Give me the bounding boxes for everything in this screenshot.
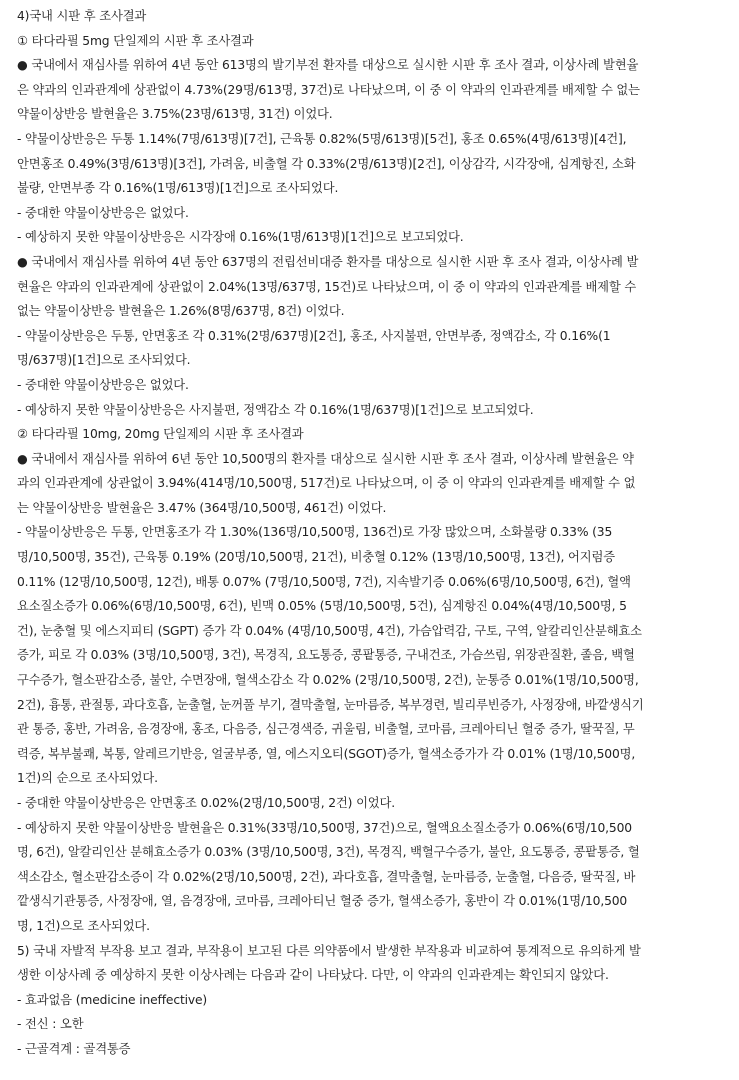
text-line: 2건), 흉통, 관절통, 과다호흡, 눈출혈, 눈꺼풀 부기, 결막출혈, 눈마름증, 복부경련, 빌리루빈증가, 사정장애, 바깥생식기: [17, 697, 644, 712]
list-item: - 전신 : 오한: [17, 1017, 84, 1032]
text-line: - 예상하지 못한 약물이상반응은 시각장애 0.16%(1명/613명)[1건]으로 보고되었다.: [17, 230, 464, 245]
text-line: ● 국내에서 재심사를 위하여 4년 동안 637명의 전립선비대증 환자를 대상으로 실시한 시판 후 조사 결과, 이상사례 발: [17, 254, 639, 269]
list-item: - 효과없음 (medicine ineffective): [17, 992, 208, 1007]
text-line: 요소질소증가 0.06%(6명/10,500명, 6건), 빈맥 0.05% (5명/10,500명, 5건), 심계항진 0.04%(4명/10,500명, 5: [17, 599, 627, 614]
text-line: 안면홍조 0.49%(3명/613명)[3건], 가려움, 비출혈 각 0.33%(2명/613명)[2건], 이상감각, 시각장애, 심계항진, 소화: [17, 156, 636, 171]
text-line: 색소감소, 혈소판감소증이 각 0.02%(2명/10,500명, 2건), 과다호흡, 결막출혈, 눈마름증, 눈출혈, 다음증, 딸꾹질, 바: [17, 869, 636, 884]
text-line: 는 약물이상반응 발현율은 3.47% (364명/10,500명, 461건) 이었다.: [17, 500, 387, 515]
text-line: 구수증가, 혈소판감소증, 불안, 수면장애, 혈색소감소 각 0.02% (2명/10,500명, 2건), 눈통증 0.01%(1명/10,500명,: [17, 673, 639, 688]
subsection-heading-10mg-20mg: ② 타다라필 10mg, 20mg 단일제의 시판 후 조사결과: [17, 427, 304, 442]
text-line: 은 약과의 인과관계에 상관없이 4.73%(29명/613명, 37건)로 나타났으며, 이 중 이 약과의 인과관계를 배제할 수 없는: [17, 82, 640, 97]
text-line: 명/637명)[1건]으로 조사되었다.: [17, 353, 191, 368]
text-line: - 중대한 약물이상반응은 안면홍조 0.02%(2명/10,500명, 2건) 이었다.: [17, 796, 396, 810]
text-line: 명, 1건)으로 조사되었다.: [17, 918, 150, 933]
text-line: 0.11% (12명/10,500명, 12건), 배통 0.07% (7명/10,500명, 7건), 지속발기증 0.06%(6명/10,500명, 6건), 혈액: [17, 574, 631, 589]
text-line: - 약물이상반응은 두통, 안면홍조가 각 1.30%(136명/10,500명, 136건)로 가장 많았으며, 소화불량 0.33% (35: [17, 525, 613, 540]
text-line: 과의 인과관계에 상관없이 3.94%(414명/10,500명, 517건)로 나타났으며, 이 중 이 약과의 인과관계를 배제할 수 없: [17, 476, 636, 491]
text-line: - 약물이상반응은 두통 1.14%(7명/613명)[7건], 근육통 0.82%(5명/613명)[5건], 홍조 0.65%(4명/613명)[4건],: [17, 131, 627, 146]
text-line: - 중대한 약물이상반응은 없었다.: [17, 205, 189, 220]
text-line: 현율은 약과의 인과관계에 상관없이 2.04%(13명/637명, 15건)로 나타났으며, 이 중 이 약과의 인과관계를 배제할 수: [17, 279, 637, 294]
text-line: 관 통증, 홍반, 가려움, 음경장애, 홍조, 다음증, 심근경색증, 귀울림, 비출혈, 코마름, 크레아티닌 혈중 증가, 딸꾹질, 무: [17, 722, 635, 737]
text-line: - 약물이상반응은 두통, 안면홍조 각 0.31%(2명/637명)[2건], 홍조, 사지불편, 안면부종, 정액감소, 각 0.16%(1: [17, 328, 611, 343]
text-line: 약물이상반응 발현율은 3.75%(23명/613명, 31건) 이었다.: [17, 107, 333, 122]
text-line: 생한 이상사례 중 예상하지 못한 이상사례는 다음과 같이 나타났다. 다만, 이 약과의 인과관계는 확인되지 않았다.: [17, 968, 609, 983]
text-line: 건), 눈충혈 및 에스지피티 (SGPT) 증가 각 0.04% (4명/10,500명, 4건), 가슴압력감, 구토, 구역, 알칼리인산분해효소: [17, 623, 642, 638]
text-line: 1건)의 순으로 조사되었다.: [17, 771, 158, 786]
text-line: 없는 약물이상반응 발현율은 1.26%(8명/637명, 8건) 이었다.: [17, 304, 345, 319]
text-line: ● 국내에서 재심사를 위하여 6년 동안 10,500명의 환자를 대상으로 실시한 시판 후 조사 결과, 이상사례 발현율은 약: [17, 451, 634, 466]
text-line: ● 국내에서 재심사를 위하여 4년 동안 613명의 발기부전 환자를 대상으로 실시한 시판 후 조사 결과, 이상사례 발현율: [17, 58, 639, 73]
text-line: - 예상하지 못한 약물이상반응 발현율은 0.31%(33명/10,500명, 37건)으로, 혈액요소질소증가 0.06%(6명/10,500: [17, 820, 632, 835]
subsection-heading-5mg: ① 타다라필 5mg 단일제의 시판 후 조사결과: [17, 33, 254, 48]
text-line: 증가, 피로 각 0.03% (3명/10,500명, 3건), 목경직, 요도통증, 콩팥통증, 구내건조, 가슴쓰림, 위장관질환, 졸음, 백혈: [17, 648, 635, 663]
text-line: - 예상하지 못한 약물이상반응은 사지불편, 정액감소 각 0.16%(1명/637명)[1건]으로 보고되었다.: [17, 402, 534, 417]
text-line: 명/10,500명, 35건), 근육통 0.19% (20명/10,500명, 21건), 비충혈 0.12% (13명/10,500명, 13건), 어지럼증: [17, 550, 615, 565]
section-heading-domestic-pms: 4)국내 시판 후 조사결과: [17, 9, 147, 23]
text-line: - 중대한 약물이상반응은 없었다.: [17, 377, 189, 392]
section-heading-spontaneous-reports: 5) 국내 자발적 부작용 보고 결과, 부작용이 보고된 다른 의약품에서 발생한 부작용과 비교하여 통계적으로 유의하게 발: [17, 943, 641, 958]
text-line: 명, 6건), 알칼리인산 분해효소증가 0.03% (3명/10,500명, 3건), 목경직, 백혈구수증가, 불안, 요도통증, 콩팥통증, 혈: [17, 845, 640, 860]
list-item: - 근골격계 : 골격통증: [17, 1041, 131, 1056]
text-line: 깥생식기관통증, 사정장애, 열, 음경장애, 코마름, 크레아티닌 혈중 증가, 혈색소증가, 홍반이 각 0.01%(1명/10,500: [17, 894, 628, 909]
text-line: 력증, 복부불쾌, 복통, 알레르기반응, 얼굴부종, 열, 에스지오티(SGOT)증가, 혈색소증가가 각 0.01% (1명/10,500명,: [17, 746, 636, 761]
text-line: 불량, 안면부종 각 0.16%(1명/613명)[1건]으로 조사되었다.: [17, 181, 339, 196]
